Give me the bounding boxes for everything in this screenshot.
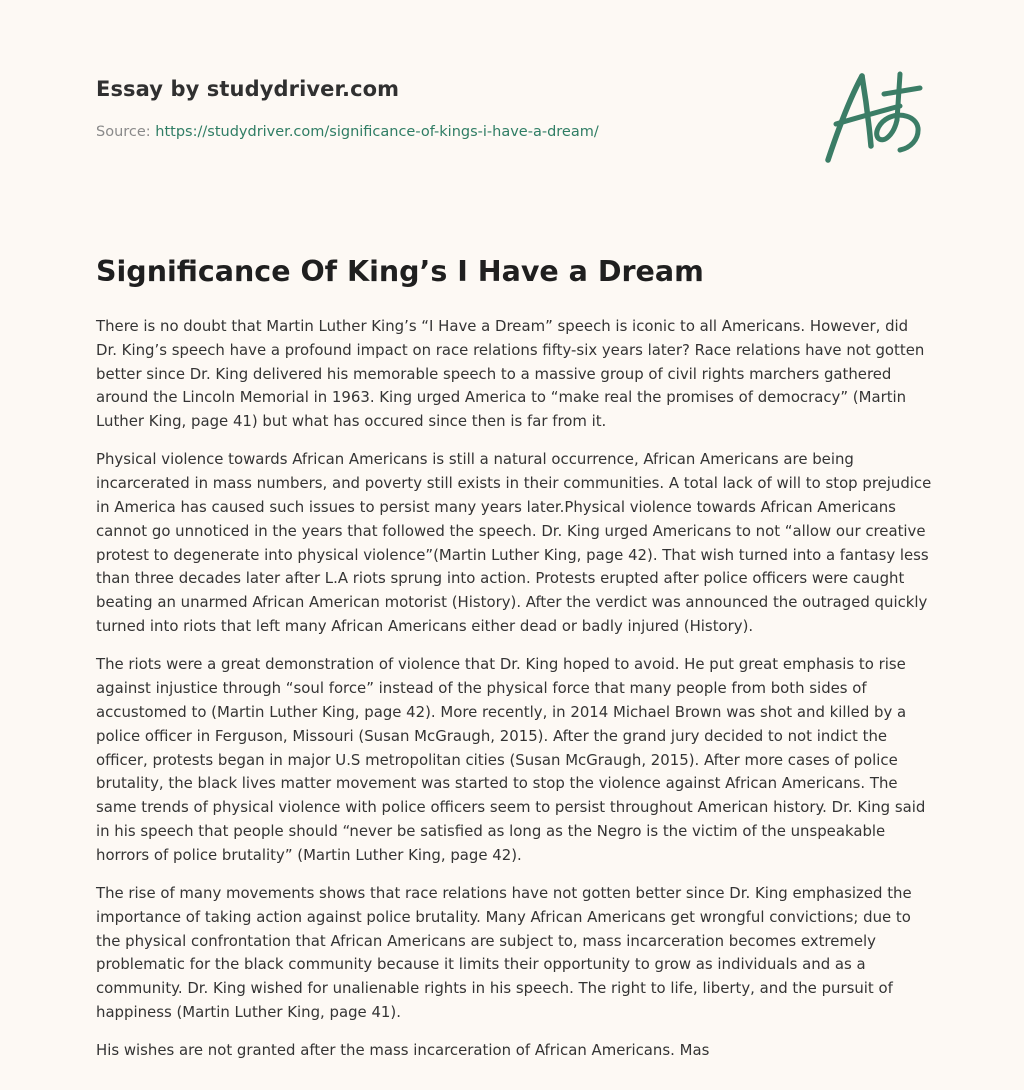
essay-title: Significance Of King’s I Have a Dream xyxy=(96,255,704,288)
a-plus-logo-icon xyxy=(822,68,926,166)
source-link[interactable]: https://studydriver.com/significance-of-kings-i-have-a-dream/ xyxy=(155,124,599,140)
source-label: Source: xyxy=(96,124,151,140)
paragraph: His wishes are not granted after the mass incarceration of African Americans. Mas xyxy=(96,1041,710,1060)
paragraph: Physical violence towards African Americans is still a natural occurrence, African Americans are being incarcerated in mass numbers, and poverty still exists in their communities. A total lack of will to stop prejudice in America has caused such issues to persist many years later.Physical violence towards African Americans cannot go unnoticed in the years that followed the speech. Dr. King urged Americans to not “allow our creative protest to degenerate into physical violence”(Martin Luther King, page 42). That wish turned into a fantasy less than three decades later after L.A riots sprung into action. Protests erupted after police officers were caught beating an unarmed African American motorist (History). After the verdict was announced the outraged quickly turned into riots that left many African Americans either dead or badly injured (History). xyxy=(96,450,932,636)
source-line xyxy=(96,124,599,140)
paragraph: The riots were a great demonstration of violence that Dr. King hoped to avoid. He put great emphasis to rise against injustice through “soul force” instead of the physical force that many people from both sides of accustomed to (Martin Luther King, page 42). More recently, in 2014 Michael Brown was shot and killed by a police officer in Ferguson, Missouri (Susan McGraugh, 2015). After the grand jury decided to not indict the officer, protests began in major U.S metropolitan cities (Susan McGraugh, 2015). After more cases of police brutality, the black lives matter movement was started to stop the violence against African Americans. The same trends of physical violence with police officers seem to persist throughout American history. Dr. King said in his speech that people should “never be satisfied as long as the Negro is the victim of the unspeakable horrors of police brutality” (Martin Luther King, page 42). xyxy=(96,655,926,864)
page-header xyxy=(96,0,928,200)
paragraph: The rise of many movements shows that race relations have not gotten better since Dr. King emphasized the importance of taking action against police brutality. Many African Americans get wrongful convictions; due to the physical confrontation that African Americans are subject to, mass incarceration becomes extremely problematic for the black community because it limits their opportunity to grow as individuals and as a community. Dr. King wished for unalienable rights in his speech. The right to life, liberty, and the pursuit of happiness (Martin Luther King, page 41). xyxy=(96,884,912,1022)
paragraph: There is no doubt that Martin Luther King’s “I Have a Dream” speech is iconic to all Americans. However, did Dr. King’s speech have a profound impact on race relations fifty-six years later? Race relations have not gotten better since Dr. King delivered his memorable speech to a massive group of civil rights marchers gathered around the Lincoln Memorial in 1963. King urged America to “make real the promises of democracy” (Martin Luther King, page 41) but what has occured since then is far from it. xyxy=(96,317,925,431)
essay-body xyxy=(96,315,932,1078)
brand-title: Essay by studydriver.com xyxy=(96,77,400,101)
